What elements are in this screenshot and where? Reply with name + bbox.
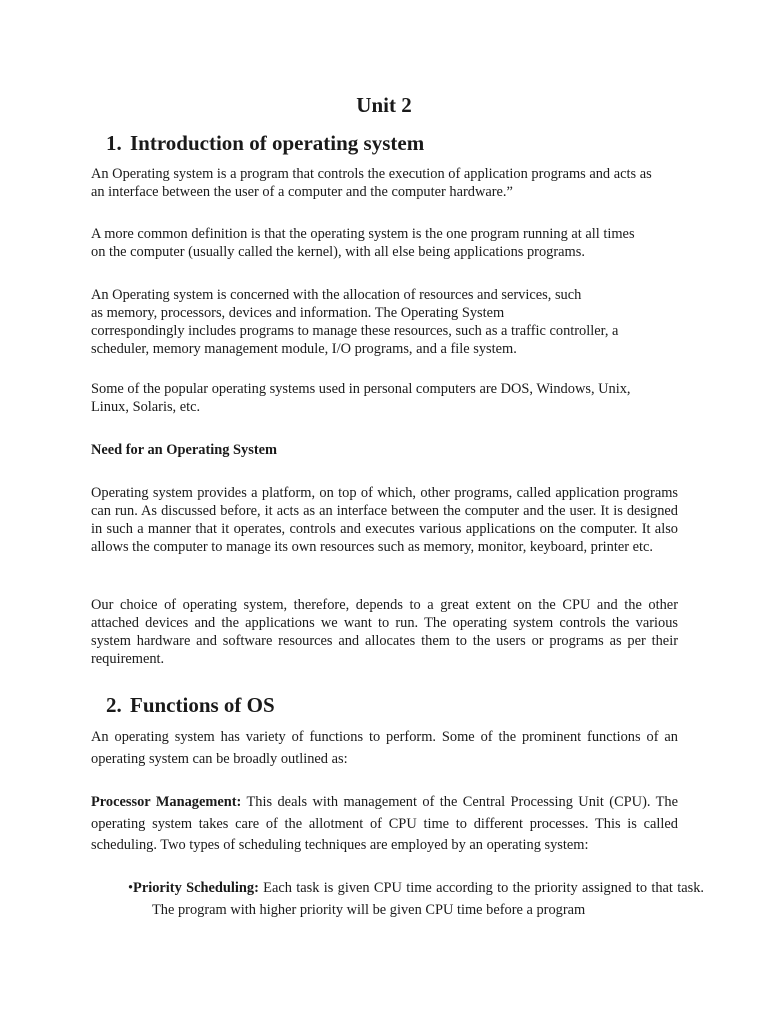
bullet-icon: • xyxy=(128,880,134,896)
text-line: on the computer (usually called the kernel), with all else being applications programs. xyxy=(91,244,585,260)
intro-paragraph-4 xyxy=(91,380,678,416)
priority-scheduling-label: Priority Scheduling: xyxy=(133,880,259,896)
need-for-os-heading: Need for an Operating System xyxy=(91,442,277,458)
text-line: An Operating system is a program that controls the execution of application programs and acts as xyxy=(91,166,652,182)
section-1-title: Introduction of operating system xyxy=(130,131,425,155)
intro-paragraph-3 xyxy=(91,286,678,358)
text-line: A more common definition is that the operating system is the one program running at all times xyxy=(91,226,635,242)
processor-management-text: This deals with management of the Central Processing Unit (CPU). The operating system takes care of the allotment of CPU time to different processes. This is called scheduling. Two types of scheduling techniques are employed by an operating system: xyxy=(91,794,678,853)
processor-management-paragraph xyxy=(91,792,678,857)
intro-paragraph-1 xyxy=(91,165,678,201)
text-line: An Operating system is concerned with the allocation of resources and services, such xyxy=(91,287,582,303)
priority-scheduling-bullet xyxy=(128,878,704,921)
text-line: Some of the popular operating systems used in personal computers are DOS, Windows, Unix, xyxy=(91,381,631,397)
text-line: as memory, processors, devices and information. The Operating System xyxy=(91,305,505,321)
need-paragraph-1: Operating system provides a platform, on top of which, other programs, called application programs can run. As discussed before, it acts as an interface between the computer and the user. It is designed in such a manner that it operates, controls and executes various applications on the computer. It also allows the computer to manage its own resources such as memory, monitor, keyboard, printer etc. xyxy=(91,485,678,555)
section-2-heading xyxy=(106,692,275,718)
text-line: scheduler, memory management module, I/O programs, and a file system. xyxy=(91,341,517,357)
section-2-title: Functions of OS xyxy=(130,693,275,717)
text-line: correspondingly includes programs to manage these resources, such as a traffic controller, a xyxy=(91,323,619,339)
functions-intro-paragraph: An operating system has variety of functions to perform. Some of the prominent functions of an operating system can be broadly outlined as: xyxy=(91,729,678,767)
section-1-heading xyxy=(106,130,424,156)
priority-scheduling-text: Each task is given CPU time according to the priority assigned to that task. The program with higher priority will be given CPU time before a program xyxy=(152,880,704,918)
need-paragraph-2: Our choice of operating system, therefore, depends to a great extent on the CPU and the other attached devices and the applications we want to run. The operating system controls the various system hardware and software resources and allocates them to the users or programs as per their requirement. xyxy=(91,597,678,667)
text-line: an interface between the user of a computer and the computer hardware.” xyxy=(91,184,513,200)
unit-title: Unit 2 xyxy=(356,93,412,117)
section-2-number: 2. xyxy=(106,693,122,717)
intro-paragraph-2 xyxy=(91,225,678,261)
processor-management-label: Processor Management: xyxy=(91,794,242,810)
text-line: Linux, Solaris, etc. xyxy=(91,399,201,415)
section-1-number: 1. xyxy=(106,131,122,155)
